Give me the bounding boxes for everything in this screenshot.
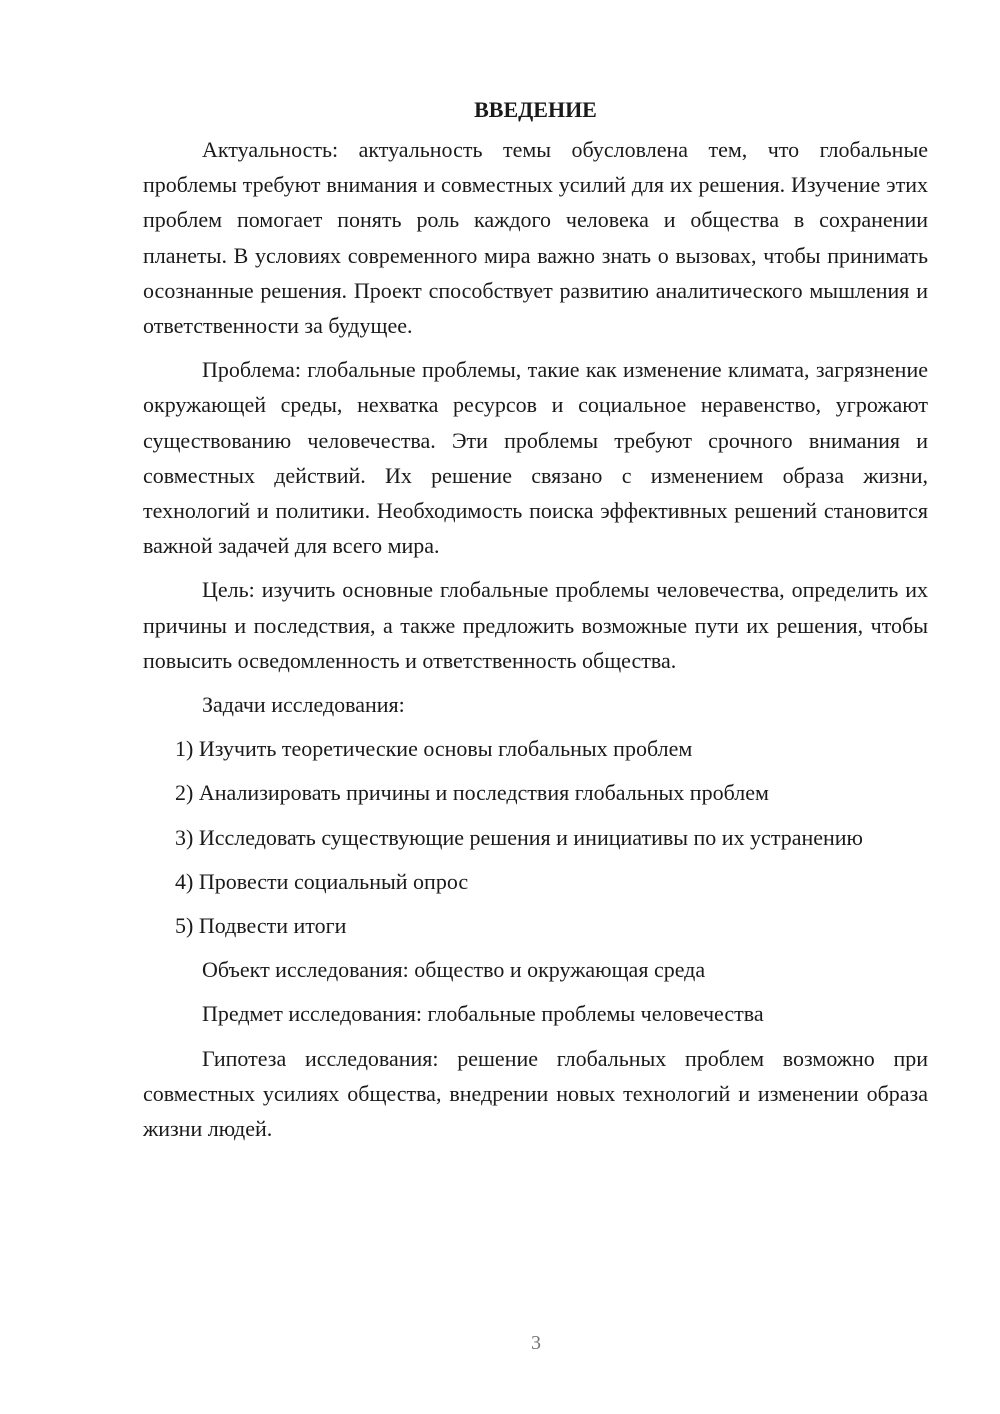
- task-item: 1) Изучить теоретические основы глобальных проблем: [175, 736, 693, 762]
- page-number: 3: [531, 1332, 541, 1354]
- paragraph-hypothesis: Гипотеза исследования: решение глобальных проблем возможно при совместных усилиях общества, внедрении новых технологий и изменении образа жизни людей.: [143, 1045, 928, 1142]
- paragraph-subject: Предмет исследования: глобальные проблемы человечества: [202, 1001, 764, 1027]
- paragraph-relevance: Актуальность: актуальность темы обусловлена тем, что глобальные проблемы требуют внимания и совместных усилий для их решения. Изучение этих проблем помогает понять роль каждого человека и общества в сохранении планеты. В условиях современного мира важно знать о вызовах, чтобы принимать осознанные решения. Проект способствует развитию аналитического мышления и ответственности за будущее.: [143, 137, 928, 339]
- task-item: 2) Анализировать причины и последствия глобальных проблем: [175, 780, 769, 806]
- section-title: ВВЕДЕНИЕ: [474, 97, 597, 122]
- task-item: 4) Провести социальный опрос: [175, 868, 469, 894]
- task-item: 3) Исследовать существующие решения и инициативы по их устранению: [175, 824, 863, 850]
- task-item: 5) Подвести итоги: [175, 913, 347, 939]
- paragraph-goal: Цель: изучить основные глобальные проблемы человечества, определить их причины и последствия, а также предложить возможные пути их решения, чтобы повысить осведомленность и ответственность общества.: [143, 577, 928, 673]
- document-page: [143, 92, 928, 1146]
- paragraph-object: Объект исследования: общество и окружающая среда: [202, 957, 706, 983]
- tasks-heading: Задачи исследования:: [202, 692, 405, 718]
- paragraph-problem: Проблема: глобальные проблемы, такие как изменение климата, загрязнение окружающей среды, нехватка ресурсов и социальное неравенство, угрожают существованию человечества. Эти проблемы требуют срочного внимания и совместных действий. Их решение связано с изменением образа жизни, технологий и политики. Необходимость поиска эффективных решений становится важной задачей для всего мира.: [143, 357, 928, 559]
